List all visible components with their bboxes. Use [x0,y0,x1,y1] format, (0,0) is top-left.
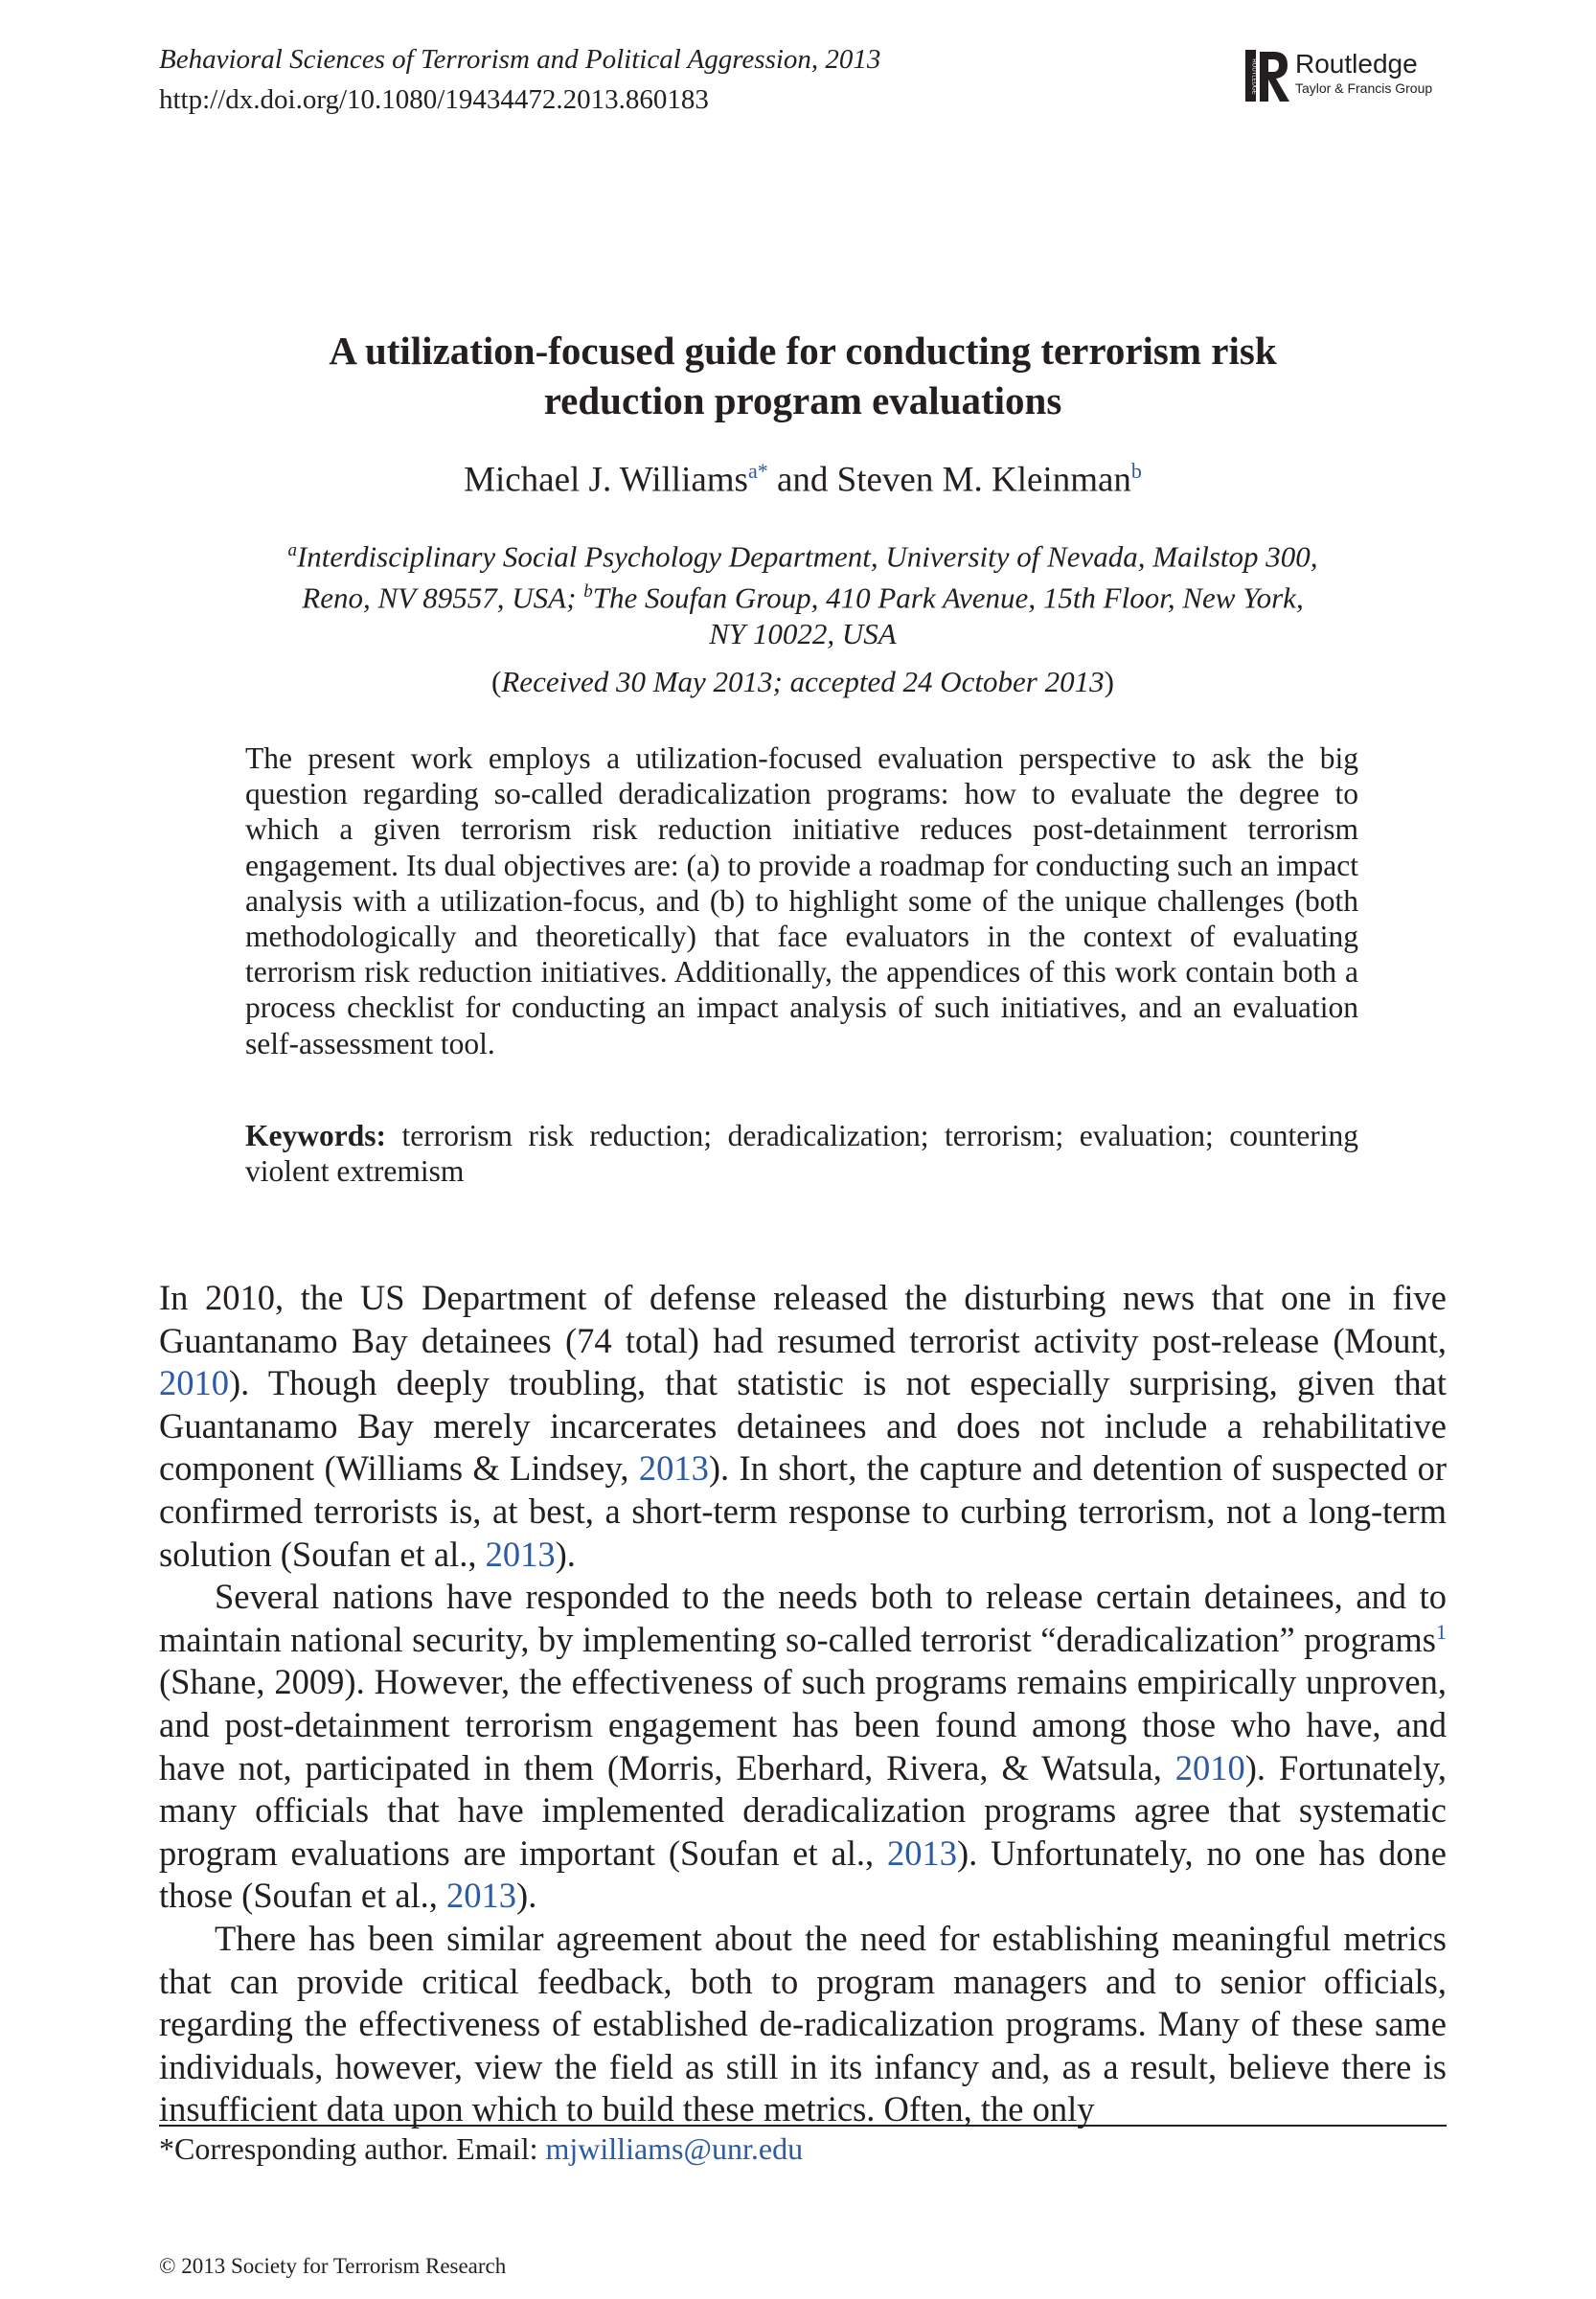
author-affiliation-marker[interactable]: a* [747,459,768,483]
title-line-2: reduction program evaluations [543,378,1062,422]
author-name: Steven M. Kleinman [836,460,1131,500]
author-list [159,448,1447,503]
footnote-marker[interactable]: 1 [1436,1619,1447,1644]
affiliation-b: The Soufan Group, 410 Park Avenue, 15th Floor, New York, [592,580,1304,615]
citation-link[interactable]: 2013 [485,1534,556,1574]
affiliation-marker: a [287,540,297,560]
title-line-1: A utilization-focused guide for conducting terrorism risk [329,329,1277,373]
email-link[interactable]: mjwilliams@unr.edu [545,2131,804,2166]
paren-close: ) [1104,665,1114,698]
paren-open: ( [491,665,502,698]
footnote-text: *Corresponding author. Email: [159,2131,546,2166]
received-dates [159,663,1447,701]
affiliation-b-cont: NY 10022, USA [709,616,897,650]
routledge-logo-icon [1245,48,1291,103]
author-conjunction: and [776,460,829,500]
keywords-label: Keywords: [245,1119,386,1152]
publisher-subtitle: Taylor & Francis Group [1295,80,1433,96]
journal-name: Behavioral Sciences of Terrorism and Political Aggression, 2013 [159,44,881,75]
text-run: ). [516,1876,537,1916]
corresponding-author-note [159,2128,803,2169]
text-run: ). Unfortunately, no one has done those (Soufan et al., [159,1832,1447,1916]
abstract: The present work employs a utilization-focused evaluation perspective to ask the big question regarding so-called deradicalization programs: how to evaluate the degree to which a given terrorism risk reduction initiative reduces post-detainment terrorism engagement. Its dual objectives are: (a) to provide a roadmap for conducting such an impact analysis with a utilization-focus, and (b) to highlight some of the unique challenges (both methodologically and theoretically) that face evaluators in the context of evaluating terrorism risk reduction initiatives. Additionally, the appendices of this work contain both a process checklist for conducting an impact analysis of such initiatives, and an evaluation self-assessment tool. [245,741,1358,1060]
body-text [159,1277,1447,2131]
text-run: ). [555,1534,576,1574]
publisher-name: Routledge [1295,49,1418,79]
affiliation-marker: b [583,581,593,603]
footnote-rule [159,2125,1447,2127]
keywords-text: terrorism risk reduction; deradicalization; terrorism; evaluation; countering violent extremism [245,1119,1358,1189]
author-affiliation-marker[interactable]: b [1130,459,1142,483]
keywords [245,1118,1358,1189]
affiliation-a-cont: Reno, NV 89557, USA; [302,580,584,615]
citation-link[interactable]: 2013 [446,1876,517,1916]
affiliation-a: Interdisciplinary Social Psychology Department, University of Nevada, Mailstop 300, [296,539,1318,574]
text-run: ). Though deeply troubling, that statistic is not especially surprising, given that Guantanamo Bay merely incarcerates detainees and does not include a rehabilitative component (Williams & Lindsey, [159,1363,1447,1489]
affiliations [201,533,1404,651]
text-run: ). In short, the capture and detention of suspected or confirmed terrorists is, at best, a short-term response to curbing terrorism, not a long-term solution (Soufan et al., [159,1448,1447,1574]
text-run: ). Fortunately, many officials that have implemented deradicalization programs agree that systematic program evaluations are important (Soufan et al., [159,1747,1447,1873]
citation-link[interactable]: 2010 [1174,1747,1245,1787]
text-run: Several nations have responded to the needs both to release certain detainees, and to maintain national security, by implementing so-called terrorist “deradicalization” programs [159,1577,1447,1659]
paragraph [159,1576,1447,1918]
author-name: Michael J. Williams [464,460,748,500]
citation-link[interactable]: 2013 [887,1832,957,1873]
citation-link[interactable]: 2010 [159,1363,229,1403]
doi-link[interactable]: http://dx.doi.org/10.1080/19434472.2013.860183 [159,84,709,115]
paragraph [159,1277,1447,1576]
text-run: In 2010, the US Department of defense released the disturbing news that one in five Guantanamo Bay detainees (74 total) had resumed terrorist activity post-release (Mount, [159,1278,1447,1360]
publisher-logo-text: ROUTLEDGE [1250,58,1257,95]
text-run: (Shane, 2009). However, the effectiveness of such programs remains empirically unproven, and post-detainment terrorism engagement has been found among those who have, and have not, participated in them (Morris, Eberhard, Rivera, & Watsula, [159,1662,1447,1787]
article-title [159,326,1447,425]
publisher-logo [1245,48,1456,105]
copyright: © 2013 Society for Terrorism Research [159,2254,507,2278]
received-text: Received 30 May 2013; accepted 24 October 2013 [501,665,1105,698]
citation-link[interactable]: 2013 [638,1448,709,1489]
paragraph: There has been similar agreement about the need for establishing meaningful metrics that can provide critical feedback, both to program managers and to senior officials, regarding the effectiveness of established de-radicalization programs. Many of these same individuals, however, view the field as still in its infancy and, as a result, believe there is insufficient data upon which to build these metrics. Often, the only [159,1918,1447,2129]
